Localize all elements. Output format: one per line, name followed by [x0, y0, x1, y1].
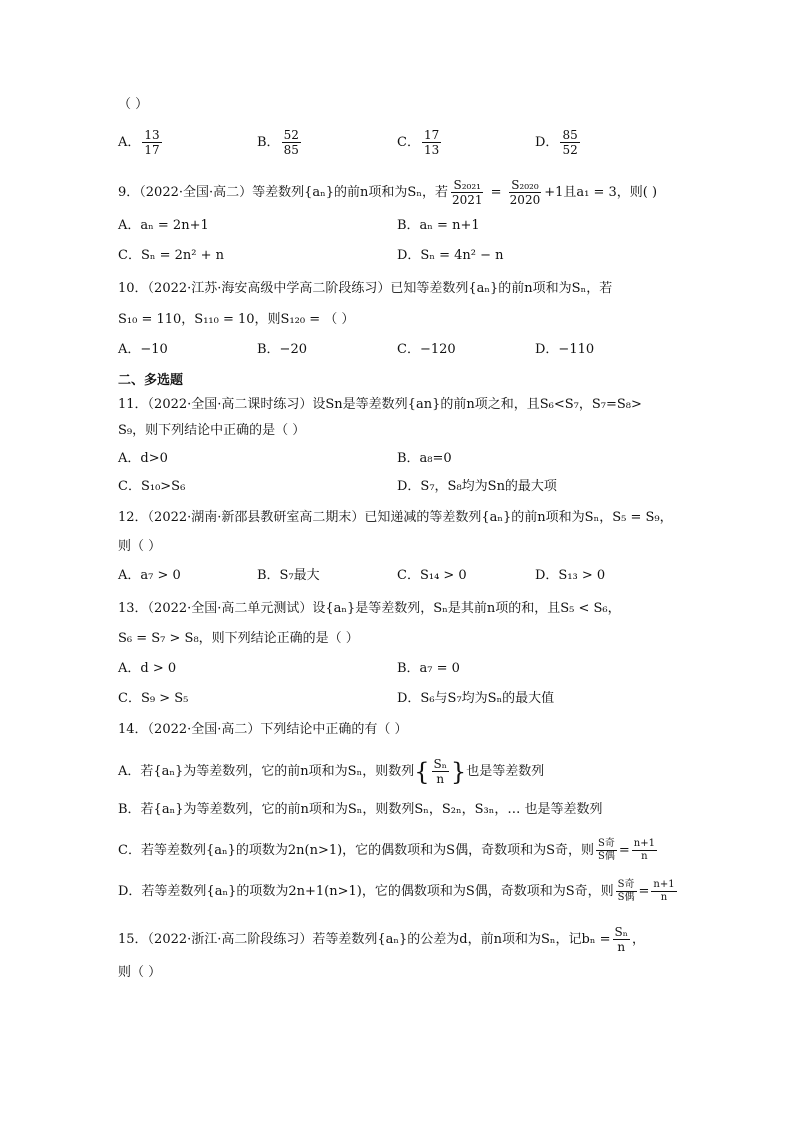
fraction	[596, 838, 617, 863]
q11-stem-line1: 11．（2022·全国·高二课时练习）设Sn是等差数列{an}的前n项之和，且S₆<S₇，S₇=S₈>	[118, 397, 642, 412]
fraction-numerator: S奇	[598, 838, 615, 849]
fraction-denominator: n	[436, 772, 445, 786]
fraction	[142, 128, 161, 157]
q13-stem-line1: 13．（2022·全国·高二单元测试）设{aₙ}是等差数列，Sₙ是其前n项的和，且S₅ < S₆，	[118, 601, 621, 616]
q14-option-c-text: C．若等差数列{aₙ}的项数为2n(n>1)，它的偶数项和为S偶，奇数项和为S奇，则	[118, 843, 594, 858]
q15-stem-text-end: ，	[631, 932, 645, 947]
fraction-denominator: 85	[283, 143, 299, 157]
equals-sign: =	[638, 884, 650, 899]
q11-option-c: C．S₁₀>S₆	[118, 479, 186, 494]
q13-option-a: A．d > 0	[118, 661, 177, 676]
section-heading: 二、多选题	[118, 373, 184, 388]
fraction-numerator: S奇	[617, 879, 635, 890]
q13-stem-line2: S₆ = S₇ > S₈，则下列结论正确的是（ ）	[118, 631, 359, 646]
fraction-numerator: S₂₀₂₀	[511, 178, 539, 192]
q8-option-a	[118, 128, 164, 157]
q9-option-d: D．Sₙ = 4n² − n	[397, 248, 504, 263]
fraction-denominator: n	[617, 940, 626, 954]
fraction-denominator: n	[660, 892, 668, 903]
q9-stem-text-end: +1且a₁ = 3，则( )	[544, 185, 658, 200]
q8-option-c	[397, 128, 443, 157]
q11-option-d: D．S₇，S₈均为Sn的最大项	[397, 479, 557, 494]
q14-stem: 14．（2022·全国·高二）下列结论中正确的有（ ）	[118, 722, 408, 737]
fraction	[508, 178, 543, 207]
option-letter: A．	[118, 135, 141, 150]
q9-stem	[118, 178, 657, 207]
fraction-denominator: 2020	[509, 193, 541, 207]
fraction-denominator: 2021	[451, 193, 483, 207]
left-brace: {	[414, 757, 430, 786]
fraction	[432, 757, 449, 786]
q14-option-b: B．若{aₙ}为等差数列，它的前n项和为Sₙ，则数列Sₙ，S₂ₙ，S₃ₙ，… 也是等差数列	[118, 802, 603, 817]
fraction-numerator: n+1	[653, 879, 675, 890]
fraction	[282, 128, 301, 157]
fraction-denominator: 13	[423, 143, 440, 157]
q9-option-b: B．aₙ = n+1	[397, 218, 480, 233]
option-letter: D．	[535, 135, 559, 150]
q13-option-b: B．a₇ = 0	[397, 661, 460, 676]
fraction-numerator: Sₙ	[614, 925, 628, 939]
fraction	[560, 128, 579, 157]
q10-stem-line1: 10．（2022·江苏·海安高级中学高二阶段练习）已知等差数列{aₙ}的前n项和为Sₙ，若	[118, 281, 613, 296]
q14-option-a-text-end: 也是等差数列	[466, 764, 545, 779]
q14-option-a	[118, 757, 544, 786]
fraction-numerator: 52	[283, 128, 299, 142]
option-letter: C．	[397, 135, 420, 150]
fraction-numerator: 17	[423, 128, 440, 142]
q14-option-a-text: A．若{aₙ}为等差数列，它的前n项和为Sₙ，则数列	[118, 764, 415, 779]
q10-option-b: B．−20	[257, 342, 307, 357]
q10-stem-line2: S₁₀ = 110，S₁₁₀ = 10，则S₁₂₀ = （ ）	[118, 312, 355, 327]
fraction	[632, 838, 657, 863]
brace-fraction	[414, 757, 466, 786]
right-brace: }	[450, 757, 467, 786]
q13-option-c: C．S₉ > S₅	[118, 691, 189, 706]
q11-stem-line2: S₉，则下列结论中正确的是（ ）	[118, 423, 306, 438]
q10-option-d: D．−110	[535, 342, 595, 357]
q12-option-c: C．S₁₄ > 0	[397, 568, 467, 583]
q8-option-d	[535, 128, 582, 157]
q11-option-b: B．a₈=0	[397, 451, 452, 466]
q9-option-c: C．Sₙ = 2n² + n	[118, 248, 225, 263]
fraction-denominator: S偶	[598, 851, 615, 862]
q13-option-d: D．S₆与S₇均为Sₙ的最大值	[397, 691, 555, 706]
q14-option-c	[118, 838, 659, 863]
q12-option-a: A．a₇ > 0	[118, 568, 181, 583]
q10-option-c: C．−120	[397, 342, 456, 357]
fraction-denominator: 52	[562, 143, 578, 157]
equals-sign: =	[486, 185, 506, 200]
q8-option-b	[257, 128, 303, 157]
fraction-numerator: S₂₀₂₁	[453, 178, 481, 192]
fraction-denominator: n	[641, 851, 648, 862]
q9-stem-text: 9．（2022·全国·高二）等差数列{aₙ}的前n项和为Sₙ，若	[118, 185, 448, 200]
equals-sign: =	[618, 843, 630, 858]
fraction-denominator: S偶	[617, 892, 635, 903]
fraction-numerator: n+1	[633, 838, 655, 849]
fraction-numerator: 85	[562, 128, 578, 142]
fraction-numerator: Sₙ	[433, 757, 447, 771]
q14-option-d-text: D．若等差数列{aₙ}的项数为2n+1(n>1)，它的偶数项和为S偶，奇数项和为S奇，则	[118, 884, 614, 899]
q15-stem-line1	[118, 925, 645, 954]
q12-stem-line2: 则（ ）	[118, 539, 162, 554]
q12-option-d: D．S₁₃ > 0	[535, 568, 606, 583]
fraction-denominator: 17	[144, 143, 160, 157]
q11-option-a: A．d>0	[118, 451, 168, 466]
q15-stem-text: 15．（2022·浙江·高二阶段练习）若等差数列{aₙ}的公差为d，前n项和为Sₙ，记bₙ =	[118, 932, 611, 947]
q8-answer-paren: （ ）	[118, 97, 149, 112]
fraction	[651, 879, 676, 904]
q12-stem-line1: 12．（2022·湖南·新邵县教研室高二期末）已知递减的等差数列{aₙ}的前n项和为Sₙ，S₅ = S₉，	[118, 510, 673, 525]
fraction	[450, 178, 485, 207]
fraction-numerator: 13	[144, 128, 160, 142]
q14-option-d	[118, 879, 679, 904]
q15-stem-line2: 则（ ）	[118, 965, 162, 980]
fraction	[613, 925, 630, 954]
q12-option-b: B．S₇最大	[257, 568, 320, 583]
fraction	[616, 879, 637, 904]
q9-option-a: A．aₙ = 2n+1	[118, 218, 209, 233]
q10-option-a: A．−10	[118, 342, 168, 357]
option-letter: B．	[257, 135, 280, 150]
fraction	[422, 128, 441, 157]
